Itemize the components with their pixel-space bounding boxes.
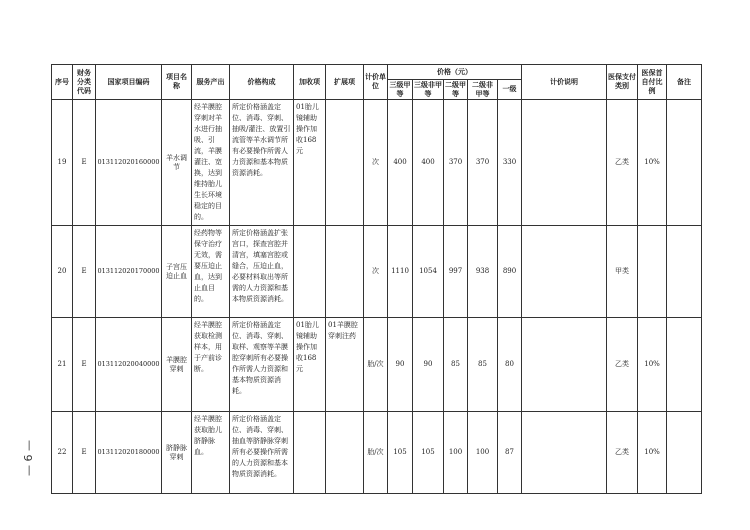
cell-price-2a: 997 [444, 226, 468, 318]
cell-output: 经羊膜腔获取检测样本，用于产前诊断。 [192, 318, 230, 412]
cell-unit: 次 [364, 100, 388, 226]
cell-price-2a: 85 [444, 318, 468, 412]
cell-price-3b: 90 [413, 318, 444, 412]
cell-remark [667, 226, 702, 318]
cell-price-3b: 1054 [413, 226, 444, 318]
cell-price-1: 890 [498, 226, 522, 318]
table-row [52, 318, 702, 412]
header-code: 国家项目编码 [96, 65, 162, 100]
cell-ins-type: 乙类 [607, 100, 638, 226]
cell-name: 羊膜腔穿刺 [162, 318, 192, 412]
cell-ins-ratio [638, 226, 667, 318]
cell-code: 013112020040000 [96, 318, 162, 412]
header-ins-ratio: 医保首自付比例 [638, 65, 667, 100]
cell-ext [326, 412, 364, 494]
header-tier-3a: 三级甲等 [389, 80, 411, 98]
cell-ins-ratio: 10% [638, 412, 667, 494]
cell-code: 013112020170000 [96, 226, 162, 318]
cell-seq: 22 [52, 412, 73, 494]
cell-remark [667, 100, 702, 226]
header-composition: 价格构成 [230, 65, 294, 100]
header-tier-1: 一级 [498, 80, 522, 100]
cell-unit: 次 [364, 226, 388, 318]
cell-remark [667, 412, 702, 494]
cell-unit: 胎/次 [364, 412, 388, 494]
cell-unit: 胎/次 [364, 318, 388, 412]
cell-ext [326, 100, 364, 226]
cell-add: 01胎儿镜辅助操作加收168元 [294, 100, 326, 226]
cell-price-2b: 370 [468, 100, 498, 226]
header-tier-3b: 三级非甲等 [414, 80, 442, 98]
cell-price-3a: 400 [388, 100, 413, 226]
cell-remark [667, 318, 702, 412]
cell-price-3b: 105 [413, 412, 444, 494]
cell-price-1: 330 [498, 100, 522, 226]
cell-price-2b: 938 [468, 226, 498, 318]
header-note-desc: 计价说明 [522, 65, 607, 100]
cell-output: 经羊膜腔穿刺对羊水进行抽吸、引流，羊膜灌注、宽换，达到维持胎儿生长环境稳定的目的。 [192, 100, 230, 226]
header-tier-2a: 二级甲等 [445, 80, 466, 98]
cell-name: 子宫压迫止血 [162, 226, 192, 318]
header-seq: 序号 [52, 65, 73, 100]
cell-seq: 19 [52, 100, 73, 226]
cell-category: E [73, 318, 96, 412]
cell-price-2b: 85 [468, 318, 498, 412]
cell-ins-type: 甲类 [607, 226, 638, 318]
cell-category: E [73, 412, 96, 494]
cell-code: 013112020180000 [96, 412, 162, 494]
cell-price-1: 87 [498, 412, 522, 494]
header-remark: 备注 [667, 65, 702, 100]
header-price: 价格（元） [388, 65, 522, 80]
cell-desc [522, 226, 607, 318]
cell-ext: 01羊膜腔穿刺注药 [326, 318, 364, 412]
cell-name: 羊水调节 [162, 100, 192, 226]
table-row [52, 100, 702, 226]
cell-price-1: 80 [498, 318, 522, 412]
header-ext: 扩展项 [326, 65, 364, 100]
cell-desc [522, 100, 607, 226]
header-name: 项目名称 [162, 65, 192, 100]
cell-ins-type: 乙类 [607, 412, 638, 494]
cell-code: 013112020160000 [96, 100, 162, 226]
cell-add: 01胎儿镜辅助操作加收168元 [294, 318, 326, 412]
cell-category: E [73, 226, 96, 318]
header-unit: 计价单位 [364, 65, 388, 100]
cell-add [294, 226, 326, 318]
cell-price-2b: 100 [468, 412, 498, 494]
cell-desc [522, 318, 607, 412]
table-row [52, 226, 702, 318]
cell-category: E [73, 100, 96, 226]
header-category: 财务分类代码 [73, 65, 96, 100]
cell-ins-ratio: 10% [638, 100, 667, 226]
header-output: 服务产出 [192, 65, 230, 100]
price-table [51, 64, 702, 494]
header-tier-2b: 二级非甲等 [468, 80, 498, 100]
cell-output: 经药物等保守治疗无效，需要压迫止血，达到止血目的。 [192, 226, 230, 318]
cell-output: 经羊膜腔获取胎儿脐静脉血。 [192, 412, 230, 494]
cell-price-3a: 105 [388, 412, 413, 494]
cell-composition: 所定价格涵盖扩张宫口，探查宫腔并清宫，填塞宫腔或缝合，压迫止血，必要材料取出等所需的人力资源和基本物质资源消耗。 [230, 226, 294, 318]
cell-ins-ratio: 10% [638, 318, 667, 412]
cell-composition: 所定价格涵盖定位、消毒、穿刺、抽血等脐静脉穿刺所有必要操作所需的人力资源和基本物质资源消耗。 [230, 412, 294, 494]
table-row [52, 412, 702, 494]
cell-add [294, 412, 326, 494]
header-add: 加收项 [294, 65, 326, 100]
page-number: — 6 — [22, 440, 35, 476]
cell-price-3a: 1110 [388, 226, 413, 318]
cell-composition: 所定价格涵盖定位、消毒、穿刺、抽吸/灌注、放置引流管等羊水调节所有必要操作所需人力资源和基本物质资源消耗。 [230, 100, 294, 226]
cell-name: 脐静脉穿刺 [162, 412, 192, 494]
cell-ext [326, 226, 364, 318]
cell-composition: 所定价格涵盖定位、消毒、穿刺、取样、观察等羊膜腔穿刺所有必要操作所需人力资源和基本物质资源消耗。 [230, 318, 294, 412]
cell-seq: 21 [52, 318, 73, 412]
header-ins-type: 医保支付类别 [607, 65, 638, 100]
cell-desc [522, 412, 607, 494]
cell-seq: 20 [52, 226, 73, 318]
cell-price-3b: 400 [413, 100, 444, 226]
cell-price-3a: 90 [388, 318, 413, 412]
cell-price-2a: 100 [444, 412, 468, 494]
cell-price-2a: 370 [444, 100, 468, 226]
cell-ins-type: 乙类 [607, 318, 638, 412]
